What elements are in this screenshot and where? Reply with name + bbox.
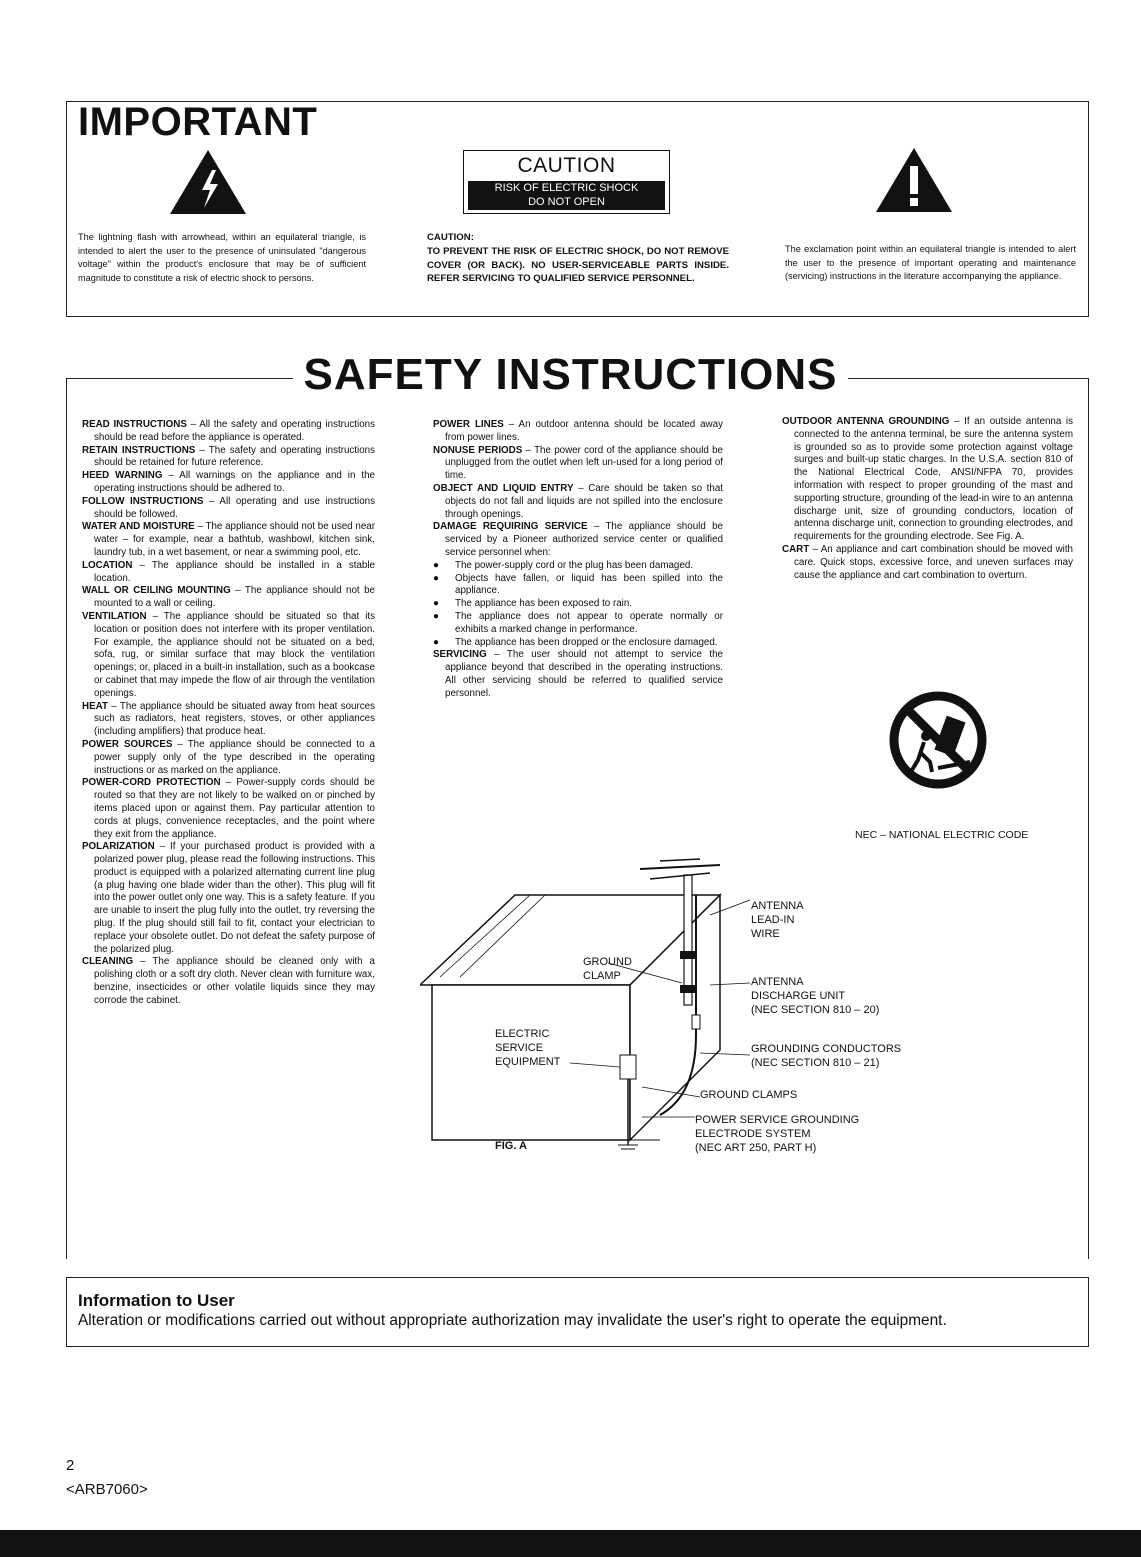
instruction-body: – An outdoor antenna should be located away from power lines. [445,419,723,443]
cart-tip-over-warning-icon [888,690,988,790]
instruction-heading: SERVICING [433,649,487,661]
caution-heading: CAUTION: [427,232,474,243]
safety-instruction [82,611,375,701]
instruction-body: – Power-supply cords should be routed so that they are not likely to be walked on or pinched by items placed upon or against them. Pay particular attention to cords at plugs, convenience receptacles, and the point where they exit from the appliance. [94,777,375,840]
label-line: (NEC ART 250, PART H) [695,1142,817,1154]
info-title: Information to User [78,1291,235,1310]
caution-label-box [463,150,670,214]
instruction-heading: FOLLOW INSTRUCTIONS [82,495,204,507]
caution-banner-line-1: RISK OF ELECTRIC SHOCK [494,182,639,194]
instruction-body: – The appliance should not be mounted to a wall or ceiling. [94,585,375,610]
lightning-warning-icon [168,148,248,216]
instruction-heading: POWER LINES [433,419,504,430]
label-line: GROUND [583,956,632,968]
instruction-body: – The safety and operating instructions should be retained for future reference. [94,444,376,469]
label-line: POWER SERVICE GROUNDING [695,1114,860,1126]
instruction-heading: LOCATION [82,559,133,571]
instruction-body: – The user should not attempt to service the appliance beyond that described in the operating instructions. All other servicing should be referred to qualified service personnel. [445,649,723,699]
safety-instruction [82,419,375,445]
scan-bottom-bar [0,1530,1141,1557]
instruction-heading: CLEANING [82,956,134,968]
label-line: ANTENNA [751,976,804,988]
instruction-heading: HEED WARNING [82,470,163,482]
caution-banner [468,181,665,210]
label-line: ELECTRODE SYSTEM [695,1128,811,1140]
safety-title [0,350,1141,400]
safety-instruction [82,445,375,471]
instruction-heading: RETAIN INSTRUCTIONS [82,444,196,456]
instruction-body: – The appliance should be cleaned only with a polishing cloth or a soft dry cloth. Never clean with furniture wax, benzine, insecticides or other volatile liquids since they may corrode the cabinet. [94,956,375,1006]
label-line: EQUIPMENT [495,1056,561,1068]
safety-instruction [782,544,1073,582]
label-line: DISCHARGE UNIT [751,990,846,1002]
safety-instruction: ● Objects have fallen, or liquid has been spilled into the appliance. [433,573,723,599]
instruction-heading: POWER SOURCES [82,738,173,750]
instruction-heading: DAMAGE REQUIRING SERVICE [433,521,588,533]
instruction-body: – All the safety and operating instructions should be read before the appliance is operated. [94,419,375,443]
label-line: ANTENNA [751,900,804,912]
label-line: SERVICE [495,1042,544,1054]
caution-banner-line-2: DO NOT OPEN [528,196,605,208]
instruction-body: – The appliance should be situated away from heat sources such as radiators, heat registers, stoves, or other appliances (including amplifiers) that produce heat. [94,700,375,738]
safety-column-1 [82,419,375,1008]
safety-instruction: ● The appliance has been exposed to rain. [433,598,723,611]
instruction-heading: POWER-CORD PROTECTION [82,777,221,789]
label-line: LEAD-IN [751,914,795,926]
safety-instruction [82,739,375,777]
diagram-label-ground-clamp [583,955,632,983]
label-line: WIRE [751,928,780,940]
safety-instruction [82,521,375,559]
safety-instruction [82,956,375,1007]
safety-instruction [782,416,1073,544]
safety-instruction [82,470,375,496]
instruction-body: – The power cord of the appliance should be unplugged from the outlet when left un-used for a long period of time. [445,444,724,482]
label-line: GROUNDING CONDUCTORS [751,1043,902,1055]
safety-column-2 [433,419,723,701]
instruction-heading: OUTDOOR ANTENNA GROUNDING [782,416,950,427]
antenna-grounding-diagram [420,855,760,1155]
safety-instruction [433,445,723,483]
instruction-body: – The appliance should not be used near water – for example, near a bathtub, washbowl, kitchen sink, laundry tub, in a wet basement, or near a swimming pool, etc. [94,521,375,558]
instruction-heading: OBJECT AND LIQUID ENTRY [433,482,574,494]
label-line: (NEC SECTION 810 – 20) [751,1004,880,1016]
instruction-heading: HEAT [82,700,108,712]
diagram-label-grounding-conductors [751,1042,901,1070]
page-number: 2 [66,1457,75,1474]
diagram-label-power-service-grounding [695,1113,859,1155]
label-line: ELECTRIC [495,1028,550,1040]
instruction-heading: WALL OR CEILING MOUNTING [82,585,231,597]
instruction-body: – All operating and use instructions should be followed. [94,495,375,520]
instruction-heading: WATER AND MOISTURE [82,521,195,533]
instruction-heading: CART [782,543,810,555]
instruction-heading: POLARIZATION [82,841,155,853]
instruction-heading: VENTILATION [82,610,147,622]
instruction-body: – All warnings on the appliance and in the operating instructions should be adhered to. [94,470,375,494]
caution-text: TO PREVENT THE RISK OF ELECTRIC SHOCK, DO NOT REMOVE COVER (OR BACK). NO USER-SERVICEABLE PARTS INSIDE. REFER SERVICING TO QUALIFIED SERVICE PERSONNEL. [427,246,729,284]
important-title: IMPORTANT [78,100,318,144]
diagram-label-discharge-unit [751,975,879,1017]
diagram-label-electric-service [495,1027,560,1069]
instruction-body: – If your purchased product is provided with a polarized power plug, please read the following instructions. This product is equipped with a polarized alternating current line plug (a plug having one blade wider than the other). This plug will fit into the power outlet only one way. This is a safety feature. If you are unable to insert the plug fully into the outlet, try reversing the plug. If the plug should still fail to fit, contact your electrician to replace your obsolete outlet. Do not defeat the safety purpose of the polarized plug. [94,841,375,955]
safety-title-text: SAFETY INSTRUCTIONS [293,350,847,399]
safety-instruction [433,419,723,445]
instruction-body: – The appliance should be serviced by a Pioneer authorized service center or qualified service personnel when: [445,521,723,558]
safety-instruction: ● The power-supply cord or the plug has been damaged. [433,560,723,573]
instruction-body: – Care should be taken so that objects do not fall and liquids are not spilled into the enclosure through openings. [445,482,723,520]
instruction-body: – If an outside antenna is connected to the antenna terminal, be sure the antenna system is grounded so as to provide some protection against voltage surges and built-up static charges. In the U.S.A. section 810 of the National Electrical Code, ANSI/NFPA 70, provides information with respect to proper grounding of the mast and supporting structure, grounding of the lead-in wire to an antenna discharge unit, size of grounding conductors, location of antenna discharge unit, connection to grounding electrodes, and requirements for the grounding electrode. See Fig. A. [794,416,1074,543]
safety-column-3 [782,416,1073,582]
safety-instruction [82,560,375,586]
instruction-heading: NONUSE PERIODS [433,444,523,456]
safety-instruction [82,585,375,611]
instruction-heading: READ INSTRUCTIONS [82,419,187,430]
safety-instruction: ● The appliance does not appear to operate normally or exhibits a marked change in performance. [433,611,723,637]
safety-instruction [433,521,723,559]
safety-instruction [82,841,375,956]
label-line: CLAMP [583,970,621,982]
instruction-body: – An appliance and cart combination should be moved with care. Quick stops, excessive force, and uneven surfaces may cause the appliance and cart combination to overturn. [794,543,1073,581]
instruction-body: – The appliance should be installed in a stable location. [94,559,375,584]
nec-label: NEC – NATIONAL ELECTRIC CODE [855,829,1029,841]
diagram-label-ground-clamps: GROUND CLAMPS [700,1089,798,1101]
document-code: <ARB7060> [66,1481,148,1498]
instruction-body: – The appliance should be situated so that its location or position does not interfere with its proper ventilation. For example, the appliance should not be situated on a bed, sofa, rug, or similar surface that may block the ventilation openings; or, placed in a built-in installation, such as a bookcase or cabinet that may impede the flow of air through the ventilation openings. [94,610,375,699]
diagram-label-antenna-lead-in [751,899,804,941]
safety-instruction: ● The appliance has been dropped or the enclosure damaged. [433,637,723,650]
exclamation-warning-icon [874,146,954,214]
safety-instruction [82,496,375,522]
instruction-body: – The appliance should be connected to a power supply only of the type described in the operating instructions or as marked on the appliance. [94,738,376,776]
lightning-description: The lightning flash with arrowhead, within an equilateral triangle, is intended to alert the user to the presence of uninsulated "dangerous voltage" within the product's enclosure that may be of sufficient magnitude to constitute a risk of electric shock to persons. [78,232,366,283]
caution-label: CAUTION [517,154,616,177]
exclamation-description: The exclamation point within an equilateral triangle is intended to alert the user to the presence of important operating and maintenance (servicing) instructions in the literature accompanying the appliance. [785,244,1076,281]
safety-instruction [433,649,723,700]
info-text: Alteration or modifications carried out without appropriate authorization may invalidate the user's right to operate the equipment. [78,1312,947,1329]
figure-caption: FIG. A [495,1140,527,1152]
label-line: (NEC SECTION 810 – 21) [751,1057,880,1069]
safety-instruction [433,483,723,521]
safety-instruction [82,701,375,739]
safety-instruction [82,777,375,841]
